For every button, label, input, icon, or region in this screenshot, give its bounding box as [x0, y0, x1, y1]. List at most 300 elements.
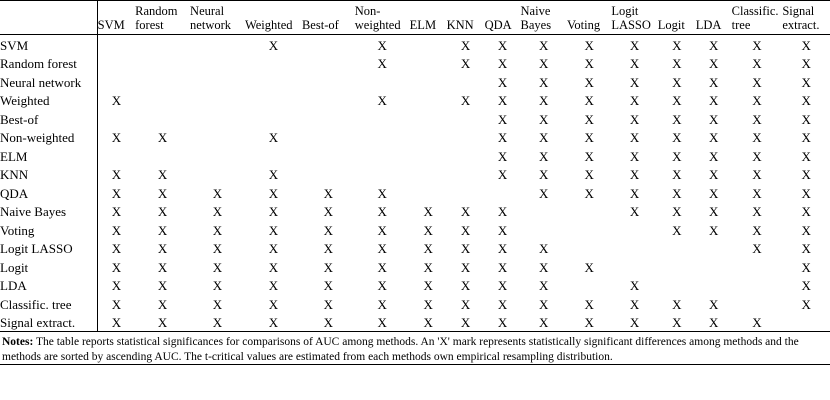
- col-header-line1-1: Random: [135, 1, 190, 19]
- matrix-cell: [97, 146, 135, 165]
- matrix-cell: [190, 54, 245, 73]
- matrix-cell: X: [672, 204, 682, 220]
- matrix-cell: X: [629, 111, 640, 127]
- table-row: [0, 35, 830, 54]
- col-header-best-of: Best-of: [302, 18, 355, 35]
- matrix-cell: X: [460, 204, 471, 220]
- matrix-cell: X: [423, 204, 433, 220]
- matrix-cell: X: [539, 148, 549, 164]
- matrix-cell: X: [157, 241, 168, 257]
- matrix-cell: [97, 72, 135, 91]
- matrix-cell: X: [157, 204, 168, 220]
- matrix-cell: X: [801, 296, 811, 312]
- matrix-cell: [190, 35, 245, 54]
- col-header-lda: LDA: [696, 18, 732, 35]
- matrix-cell: [732, 294, 783, 313]
- matrix-cell: X: [377, 93, 387, 109]
- table-row: [0, 54, 830, 73]
- matrix-cell: X: [157, 185, 168, 201]
- matrix-cell: X: [157, 130, 168, 146]
- table-row: [0, 72, 830, 91]
- matrix-cell: [190, 146, 245, 165]
- matrix-cell: X: [672, 56, 682, 72]
- matrix-cell: X: [460, 259, 471, 275]
- matrix-cell: X: [584, 130, 594, 146]
- col-header-line1-4: [302, 1, 355, 19]
- matrix-cell: [567, 239, 611, 258]
- matrix-cell: X: [672, 130, 682, 146]
- matrix-cell: X: [629, 296, 640, 312]
- matrix-cell: [245, 146, 302, 165]
- matrix-cell: [135, 35, 190, 54]
- matrix-cell: [447, 165, 485, 184]
- matrix-cell: X: [752, 130, 762, 146]
- matrix-cell: X: [323, 296, 334, 312]
- matrix-cell: [302, 54, 355, 73]
- matrix-cell: X: [672, 74, 682, 90]
- matrix-cell: [135, 109, 190, 128]
- matrix-cell: X: [423, 259, 433, 275]
- row-label: Logit LASSO: [0, 239, 97, 258]
- row-label: Naive Bayes: [0, 202, 97, 221]
- matrix-cell: X: [190, 313, 245, 332]
- col-header-elm: ELM: [410, 18, 447, 35]
- matrix-cell: X: [323, 204, 334, 220]
- matrix-cell: X: [111, 130, 122, 146]
- matrix-cell: X: [709, 37, 719, 53]
- row-label: Voting: [0, 220, 97, 239]
- matrix-cell: [567, 220, 611, 239]
- row-label: ELM: [0, 146, 97, 165]
- matrix-cell: [355, 165, 410, 184]
- matrix-cell: [135, 91, 190, 110]
- matrix-cell: [611, 257, 657, 276]
- col-header-line1-12: [658, 1, 696, 19]
- matrix-cell: [485, 183, 521, 202]
- col-header-random-forest: forest: [135, 18, 190, 35]
- matrix-cell: X: [377, 37, 387, 53]
- table-row: [0, 183, 830, 202]
- col-header-line1-14: Classific.: [732, 1, 783, 19]
- matrix-cell: X: [584, 93, 594, 109]
- matrix-cell: X: [709, 167, 719, 183]
- col-header-line1-6: [410, 1, 447, 19]
- row-label: KNN: [0, 165, 97, 184]
- matrix-cell: X: [497, 241, 508, 257]
- matrix-cell: X: [539, 93, 549, 109]
- matrix-cell: X: [752, 204, 762, 220]
- col-header-line1-0: [97, 1, 135, 19]
- matrix-cell: X: [611, 313, 657, 332]
- matrix-cell: X: [302, 313, 355, 332]
- matrix-cell: X: [752, 74, 762, 90]
- matrix-cell: [245, 54, 302, 73]
- matrix-cell: X: [709, 148, 719, 164]
- matrix-cell: X: [672, 222, 682, 238]
- matrix-cell: [190, 165, 245, 184]
- matrix-cell: [658, 257, 696, 276]
- matrix-cell: X: [584, 56, 594, 72]
- col-header-neural-network: network: [190, 18, 245, 35]
- matrix-cell: X: [584, 167, 594, 183]
- matrix-cell: X: [497, 148, 508, 164]
- matrix-cell: X: [323, 278, 334, 294]
- matrix-cell: X: [157, 259, 168, 275]
- matrix-cell: X: [584, 74, 594, 90]
- table-row: [0, 91, 830, 110]
- matrix-cell: [658, 276, 696, 295]
- matrix-cell: X: [584, 148, 594, 164]
- table-row: [0, 146, 830, 165]
- col-header-logit: Logit: [658, 18, 696, 35]
- matrix-cell: X: [539, 278, 549, 294]
- matrix-cell: [245, 109, 302, 128]
- matrix-cell: [245, 91, 302, 110]
- matrix-cell: [521, 220, 567, 239]
- matrix-cell: [97, 109, 135, 128]
- matrix-cell: [135, 146, 190, 165]
- matrix-cell: X: [497, 204, 508, 220]
- matrix-cell: X: [672, 111, 682, 127]
- table-row: [0, 257, 830, 276]
- matrix-cell: X: [539, 74, 549, 90]
- matrix-cell: [447, 72, 485, 91]
- matrix-cell: [447, 183, 485, 202]
- matrix-cell: X: [377, 241, 387, 257]
- matrix-cell: X: [497, 74, 508, 90]
- matrix-cell: [410, 54, 447, 73]
- matrix-cell: [97, 54, 135, 73]
- matrix-cell: X: [355, 313, 410, 332]
- matrix-cell: X: [268, 204, 279, 220]
- matrix-cell: X: [460, 93, 471, 109]
- matrix-cell: [190, 128, 245, 147]
- matrix-cell: X: [801, 74, 811, 90]
- matrix-cell: X: [497, 130, 508, 146]
- row-label: SVM: [0, 35, 97, 54]
- matrix-cell: X: [752, 222, 762, 238]
- matrix-cell: X: [460, 222, 471, 238]
- matrix-cell: X: [629, 204, 640, 220]
- matrix-cell: X: [709, 56, 719, 72]
- matrix-cell: [611, 220, 657, 239]
- matrix-cell: X: [521, 313, 567, 332]
- matrix-cell: X: [709, 74, 719, 90]
- table-row: [0, 313, 830, 332]
- matrix-cell: X: [268, 130, 279, 146]
- matrix-cell: [447, 128, 485, 147]
- matrix-cell: [355, 146, 410, 165]
- matrix-cell: X: [539, 185, 549, 201]
- matrix-cell: X: [584, 185, 594, 201]
- row-label: QDA: [0, 183, 97, 202]
- col-header-line1-9: Naive: [521, 1, 567, 19]
- matrix-cell: X: [497, 111, 508, 127]
- matrix-cell: X: [212, 241, 223, 257]
- matrix-cell: X: [629, 167, 640, 183]
- matrix-cell: [302, 109, 355, 128]
- matrix-cell: [190, 109, 245, 128]
- matrix-cell: X: [212, 296, 223, 312]
- row-label: Neural network: [0, 72, 97, 91]
- col-header-logit-lasso: LASSO: [611, 18, 657, 35]
- matrix-cell: [567, 276, 611, 295]
- matrix-cell: X: [709, 93, 719, 109]
- matrix-cell: [410, 165, 447, 184]
- matrix-cell: [567, 202, 611, 221]
- matrix-cell: X: [447, 313, 485, 332]
- matrix-cell: [447, 109, 485, 128]
- matrix-cell: [410, 72, 447, 91]
- matrix-cell: [696, 276, 732, 295]
- matrix-cell: X: [212, 278, 223, 294]
- matrix-cell: X: [672, 296, 682, 312]
- matrix-cell: [302, 128, 355, 147]
- matrix-cell: X: [410, 313, 447, 332]
- matrix-cell: X: [801, 93, 811, 109]
- matrix-cell: [302, 165, 355, 184]
- col-header-non-weighted: weighted: [355, 18, 410, 35]
- matrix-cell: X: [709, 185, 719, 201]
- matrix-cell: X: [111, 241, 122, 257]
- col-header-line1-3: [245, 1, 302, 19]
- row-label: Classific. tree: [0, 294, 97, 313]
- matrix-cell: X: [460, 56, 471, 72]
- matrix-cell: [97, 35, 135, 54]
- col-header-line1-8: [485, 1, 521, 19]
- matrix-cell: X: [584, 296, 594, 312]
- matrix-cell: X: [658, 313, 696, 332]
- matrix-cell: X: [268, 241, 279, 257]
- matrix-cell: X: [584, 111, 594, 127]
- header-corner-cell: [0, 1, 97, 19]
- matrix-cell: X: [801, 167, 811, 183]
- matrix-cell: [355, 109, 410, 128]
- table-row: [0, 239, 830, 258]
- row-label: Signal extract.: [0, 313, 97, 332]
- matrix-cell: X: [157, 296, 168, 312]
- matrix-cell: X: [584, 37, 594, 53]
- row-label: Logit: [0, 257, 97, 276]
- matrix-cell: X: [801, 56, 811, 72]
- table-body: [0, 35, 830, 332]
- matrix-cell: X: [709, 130, 719, 146]
- matrix-cell: X: [629, 148, 640, 164]
- matrix-cell: X: [539, 296, 549, 312]
- matrix-cell: X: [752, 93, 762, 109]
- matrix-cell: [190, 72, 245, 91]
- matrix-cell: X: [377, 222, 387, 238]
- table-header: [0, 1, 830, 35]
- matrix-cell: X: [423, 222, 433, 238]
- col-header-line1-7: [447, 1, 485, 19]
- matrix-cell: [410, 109, 447, 128]
- matrix-cell: X: [709, 111, 719, 127]
- matrix-cell: X: [629, 93, 640, 109]
- matrix-cell: [410, 146, 447, 165]
- matrix-cell: X: [268, 222, 279, 238]
- matrix-cell: X: [497, 56, 508, 72]
- matrix-cell: [732, 276, 783, 295]
- matrix-cell: X: [460, 296, 471, 312]
- matrix-cell: X: [801, 148, 811, 164]
- matrix-cell: X: [801, 259, 811, 275]
- matrix-cell: X: [212, 222, 223, 238]
- row-label: Best-of: [0, 109, 97, 128]
- matrix-cell: [135, 54, 190, 73]
- col-header-knn: KNN: [447, 18, 485, 35]
- matrix-cell: X: [539, 130, 549, 146]
- matrix-cell: X: [497, 37, 508, 53]
- matrix-cell: X: [752, 111, 762, 127]
- matrix-cell: [782, 313, 830, 332]
- notes-section: [0, 332, 830, 365]
- matrix-cell: X: [423, 278, 433, 294]
- matrix-cell: X: [752, 167, 762, 183]
- table-row: [0, 202, 830, 221]
- matrix-cell: X: [268, 259, 279, 275]
- matrix-cell: X: [460, 37, 471, 53]
- matrix-cell: X: [709, 296, 719, 312]
- matrix-cell: X: [377, 296, 387, 312]
- matrix-cell: [410, 183, 447, 202]
- matrix-cell: [302, 72, 355, 91]
- header-corner-cell-2: [0, 18, 97, 35]
- col-header-line1-15: Signal: [782, 1, 830, 19]
- matrix-cell: X: [497, 222, 508, 238]
- matrix-cell: X: [377, 56, 387, 72]
- matrix-cell: [190, 91, 245, 110]
- matrix-cell: X: [323, 241, 334, 257]
- row-label: Non-weighted: [0, 128, 97, 147]
- matrix-cell: X: [801, 241, 811, 257]
- matrix-cell: [696, 239, 732, 258]
- col-header-voting: Voting: [567, 18, 611, 35]
- matrix-cell: X: [212, 204, 223, 220]
- matrix-cell: X: [423, 241, 433, 257]
- matrix-cell: X: [629, 74, 640, 90]
- matrix-cell: [355, 72, 410, 91]
- matrix-cell: X: [752, 241, 762, 257]
- col-header-line1-13: [696, 1, 732, 19]
- matrix-cell: X: [672, 37, 682, 53]
- matrix-cell: [696, 257, 732, 276]
- matrix-cell: X: [268, 185, 279, 201]
- col-header-naive-bayes: Bayes: [521, 18, 567, 35]
- matrix-cell: X: [323, 185, 334, 201]
- table-row: [0, 294, 830, 313]
- matrix-cell: X: [135, 313, 190, 332]
- matrix-cell: X: [709, 204, 719, 220]
- matrix-cell: X: [801, 185, 811, 201]
- row-label: Weighted: [0, 91, 97, 110]
- matrix-cell: X: [268, 278, 279, 294]
- matrix-cell: X: [584, 259, 594, 275]
- table-row: [0, 109, 830, 128]
- matrix-cell: [355, 128, 410, 147]
- matrix-cell: X: [111, 259, 122, 275]
- matrix-cell: X: [111, 204, 122, 220]
- matrix-cell: X: [672, 93, 682, 109]
- table-row: [0, 220, 830, 239]
- matrix-cell: X: [801, 37, 811, 53]
- matrix-cell: X: [111, 185, 122, 201]
- matrix-cell: X: [497, 167, 508, 183]
- header-row-line1: [0, 1, 830, 19]
- matrix-cell: X: [111, 296, 122, 312]
- matrix-cell: X: [268, 167, 279, 183]
- matrix-cell: X: [460, 241, 471, 257]
- matrix-cell: X: [377, 204, 387, 220]
- matrix-cell: X: [539, 259, 549, 275]
- matrix-cell: X: [752, 185, 762, 201]
- col-header-svm: SVM: [97, 18, 135, 35]
- matrix-cell: X: [629, 130, 640, 146]
- col-header-weighted: Weighted: [245, 18, 302, 35]
- row-label: LDA: [0, 276, 97, 295]
- matrix-cell: X: [801, 130, 811, 146]
- matrix-cell: [245, 72, 302, 91]
- col-header-line1-11: Logit: [611, 1, 657, 19]
- matrix-cell: X: [672, 148, 682, 164]
- matrix-cell: X: [629, 56, 640, 72]
- matrix-cell: X: [801, 278, 811, 294]
- matrix-cell: X: [539, 167, 549, 183]
- matrix-cell: X: [377, 278, 387, 294]
- matrix-cell: X: [732, 313, 783, 332]
- matrix-cell: X: [323, 222, 334, 238]
- matrix-cell: [302, 91, 355, 110]
- matrix-cell: X: [567, 313, 611, 332]
- matrix-cell: [611, 239, 657, 258]
- col-header-line1-5: Non-: [355, 1, 410, 19]
- matrix-cell: X: [539, 37, 549, 53]
- matrix-cell: X: [539, 111, 549, 127]
- row-label: Random forest: [0, 54, 97, 73]
- matrix-cell: X: [377, 259, 387, 275]
- matrix-cell: X: [752, 148, 762, 164]
- matrix-cell: [135, 72, 190, 91]
- matrix-cell: X: [629, 278, 640, 294]
- matrix-cell: X: [672, 185, 682, 201]
- matrix-cell: [732, 257, 783, 276]
- matrix-cell: X: [801, 222, 811, 238]
- col-header-line1-2: Neural: [190, 1, 245, 19]
- matrix-cell: X: [629, 37, 640, 53]
- col-header-line1-10: [567, 1, 611, 19]
- matrix-cell: X: [111, 278, 122, 294]
- matrix-cell: X: [752, 56, 762, 72]
- matrix-cell: X: [497, 259, 508, 275]
- matrix-cell: X: [709, 222, 719, 238]
- matrix-cell: X: [423, 296, 433, 312]
- notes-label: Notes:: [2, 336, 34, 348]
- matrix-cell: X: [629, 185, 640, 201]
- matrix-cell: [410, 128, 447, 147]
- matrix-cell: X: [460, 278, 471, 294]
- matrix-cell: X: [497, 93, 508, 109]
- matrix-cell: X: [157, 222, 168, 238]
- table-row: [0, 165, 830, 184]
- matrix-cell: X: [485, 313, 521, 332]
- matrix-cell: X: [696, 313, 732, 332]
- matrix-cell: X: [752, 37, 762, 53]
- matrix-cell: X: [212, 185, 223, 201]
- col-header-classific-tree: tree: [732, 18, 783, 35]
- matrix-cell: X: [111, 93, 122, 109]
- matrix-cell: X: [801, 111, 811, 127]
- matrix-cell: X: [157, 278, 168, 294]
